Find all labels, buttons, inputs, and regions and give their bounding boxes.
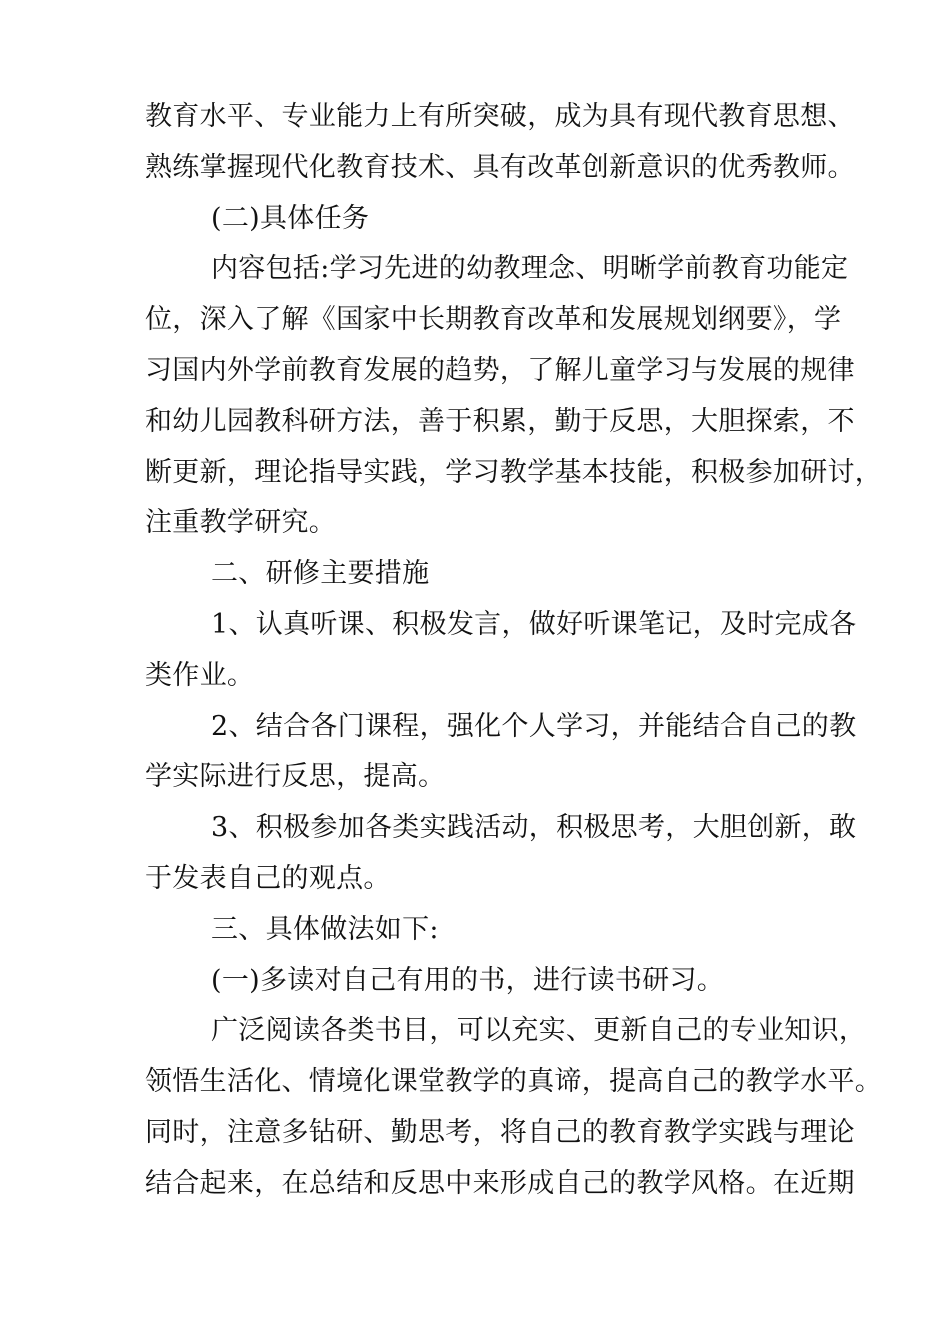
text-line: 类作业。 [145,659,255,691]
text-line: 1、认真听课、积极发言，做好听课笔记，及时完成各 [211,608,857,640]
section-heading: 三、具体做法如下: [211,913,439,945]
text-line: 注重教学研究。 [145,507,337,539]
text-line: 内容包括:学习先进的幼教理念、明晰学前教育功能定 [211,253,849,285]
text-line: 2、结合各门课程，强化个人学习，并能结合自己的教 [211,710,857,742]
text-line: 位，深入了解《国家中长期教育改革和发展规划纲要》，学 [145,304,842,336]
text-line: 于发表自己的观点。 [145,862,391,894]
text-line: 学实际进行反思，提高。 [145,761,446,793]
text-line: 结合起来，在总结和反思中来形成自己的教学风格。在近期 [145,1167,855,1199]
text-line: 3、积极参加各类实践活动，积极思考，大胆创新，敢 [211,812,857,844]
document-body [145,92,883,1210]
text-line: 断更新，理论指导实践，学习教学基本技能，积极参加研讨， [145,456,883,488]
section-heading: (二)具体任务 [211,202,370,234]
text-line: 同时，注意多钻研、勤思考，将自己的教育教学实践与理论 [145,1116,855,1148]
text-line: 教育水平、专业能力上有所突破，成为具有现代教育思想、 [145,101,855,132]
section-heading: (一)多读对自己有用的书，进行读书研习。 [211,964,725,996]
text-line: 和幼儿园教科研方法，善于积累，勤于反思，大胆探索，不 [145,405,855,437]
text-line: 习国内外学前教育发展的趋势，了解儿童学习与发展的规律 [145,354,855,386]
text-line: 熟练掌握现代化教育技术、具有改革创新意识的优秀教师。 [145,151,855,183]
text-line: 领悟生活化、情境化课堂教学的真谛，提高自己的教学水平。 [145,1066,883,1098]
text-line: 广泛阅读各类书目，可以充实、更新自己的专业知识， [211,1015,867,1047]
section-heading: 二、研修主要措施 [211,558,430,590]
